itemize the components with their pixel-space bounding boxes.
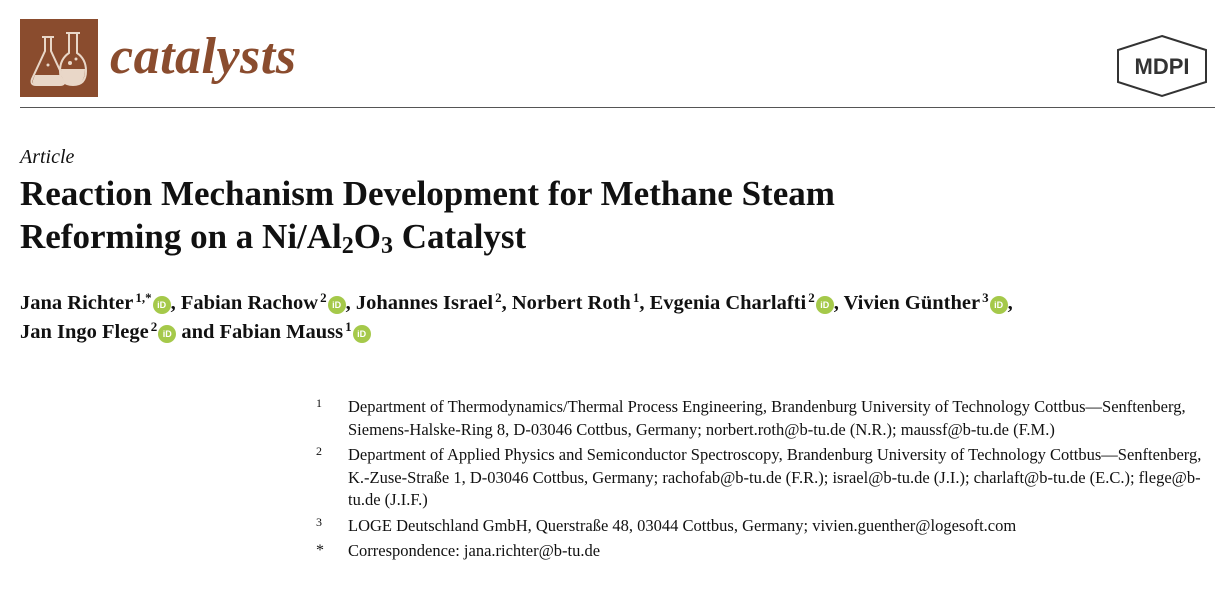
title-line-2b: O <box>353 217 382 256</box>
title-line-1: Reaction Mechanism Development for Methane Steam <box>20 174 835 213</box>
author-separator: , <box>345 292 356 314</box>
author <box>20 321 176 343</box>
author-name[interactable]: Jana Richter <box>20 292 134 314</box>
affiliation-number: 2 <box>316 444 322 458</box>
author-name[interactable]: Fabian Mauss <box>219 321 344 343</box>
article-title <box>20 172 1200 258</box>
affiliation-item <box>316 444 1206 512</box>
author-affiliation-ref: 3 <box>982 290 989 305</box>
publisher-logo <box>1114 34 1210 98</box>
author-name[interactable]: Norbert Roth <box>511 292 631 314</box>
title-line-2c: Catalyst <box>393 217 527 256</box>
orcid-icon[interactable]: iD <box>328 296 346 314</box>
journal-name: catalysts <box>110 28 297 85</box>
author-affiliation-ref: 1 <box>632 290 640 305</box>
author-affiliation-ref: 2 <box>320 290 327 305</box>
author-name[interactable]: Fabian Rachow <box>180 292 319 314</box>
author <box>512 292 640 314</box>
orcid-icon[interactable]: iD <box>990 296 1008 314</box>
affiliation-number: 1 <box>316 396 322 410</box>
author <box>181 292 346 314</box>
author-affiliation-ref: 1,* <box>135 290 152 305</box>
author-separator: , <box>501 292 512 314</box>
affiliation-list <box>316 396 1206 566</box>
author-list <box>20 289 1220 347</box>
author-affiliation-ref: 1 <box>345 319 352 334</box>
correspondence-mark: * <box>316 542 324 559</box>
author <box>20 292 171 314</box>
author <box>356 292 502 314</box>
publisher-name: MDPI <box>1134 54 1190 79</box>
author-separator: , <box>1007 292 1013 314</box>
author-name[interactable]: Evgenia Charlafti <box>649 292 807 314</box>
affiliation-item <box>316 396 1206 441</box>
affiliation-number: 3 <box>316 514 322 529</box>
journal-logo <box>20 19 98 97</box>
title-subscript-1: 2 <box>341 233 354 259</box>
author <box>650 292 834 314</box>
affiliation-text: Department of Applied Physics and Semiconductor Spectroscopy, Brandenburg University of Technology Cottbus—Senftenberg, K.-Zuse-Straße 1, D-03046 Cottbus, Germany; rachofab@b-tu.de (F.R.); israel@b-tu.de (J.I.); charlaft@b-tu.de (E.C.); flege@b-tu.de (J.I.F.) <box>348 445 1202 509</box>
author-separator: , <box>833 292 844 314</box>
flask-icon <box>20 19 98 97</box>
author-separator: , <box>639 292 650 314</box>
correspondence-text: Correspondence: jana.richter@b-tu.de <box>348 541 601 560</box>
author-separator: and <box>176 321 220 343</box>
title-subscript-2: 3 <box>381 233 394 259</box>
author-affiliation-ref: 2 <box>808 290 815 305</box>
orcid-icon[interactable]: iD <box>153 296 171 314</box>
article-type: Article <box>20 146 75 168</box>
affiliation-text: Department of Thermodynamics/Thermal Process Engineering, Brandenburg University of Technology Cottbus—Senftenberg, Siemens-Halske-Ring 8, D-03046 Cottbus, Germany; norbert.roth@b-tu.de (N.R.); maussf@b-tu.de (F.M.) <box>348 397 1186 439</box>
author-affiliation-ref: 2 <box>150 319 158 334</box>
affiliation-text: LOGE Deutschland GmbH, Querstraße 48, 03044 Cottbus, Germany; vivien.guenther@logesoft.com <box>348 515 1017 535</box>
author-name[interactable]: Vivien Günther <box>843 292 981 314</box>
affiliation-item <box>316 515 1206 538</box>
author <box>844 292 1008 314</box>
author <box>220 321 371 343</box>
correspondence <box>316 540 1206 563</box>
header-divider <box>20 107 1215 108</box>
orcid-icon[interactable]: iD <box>158 325 176 343</box>
author-name[interactable]: Jan Ingo Flege <box>20 321 149 343</box>
author-separator: , <box>170 292 181 314</box>
orcid-icon[interactable]: iD <box>353 325 371 343</box>
title-line-2a: Reforming on a Ni/Al <box>20 217 342 256</box>
author-name[interactable]: Johannes Israel <box>355 292 494 314</box>
orcid-icon[interactable]: iD <box>816 296 834 314</box>
author-affiliation-ref: 2 <box>495 290 502 305</box>
